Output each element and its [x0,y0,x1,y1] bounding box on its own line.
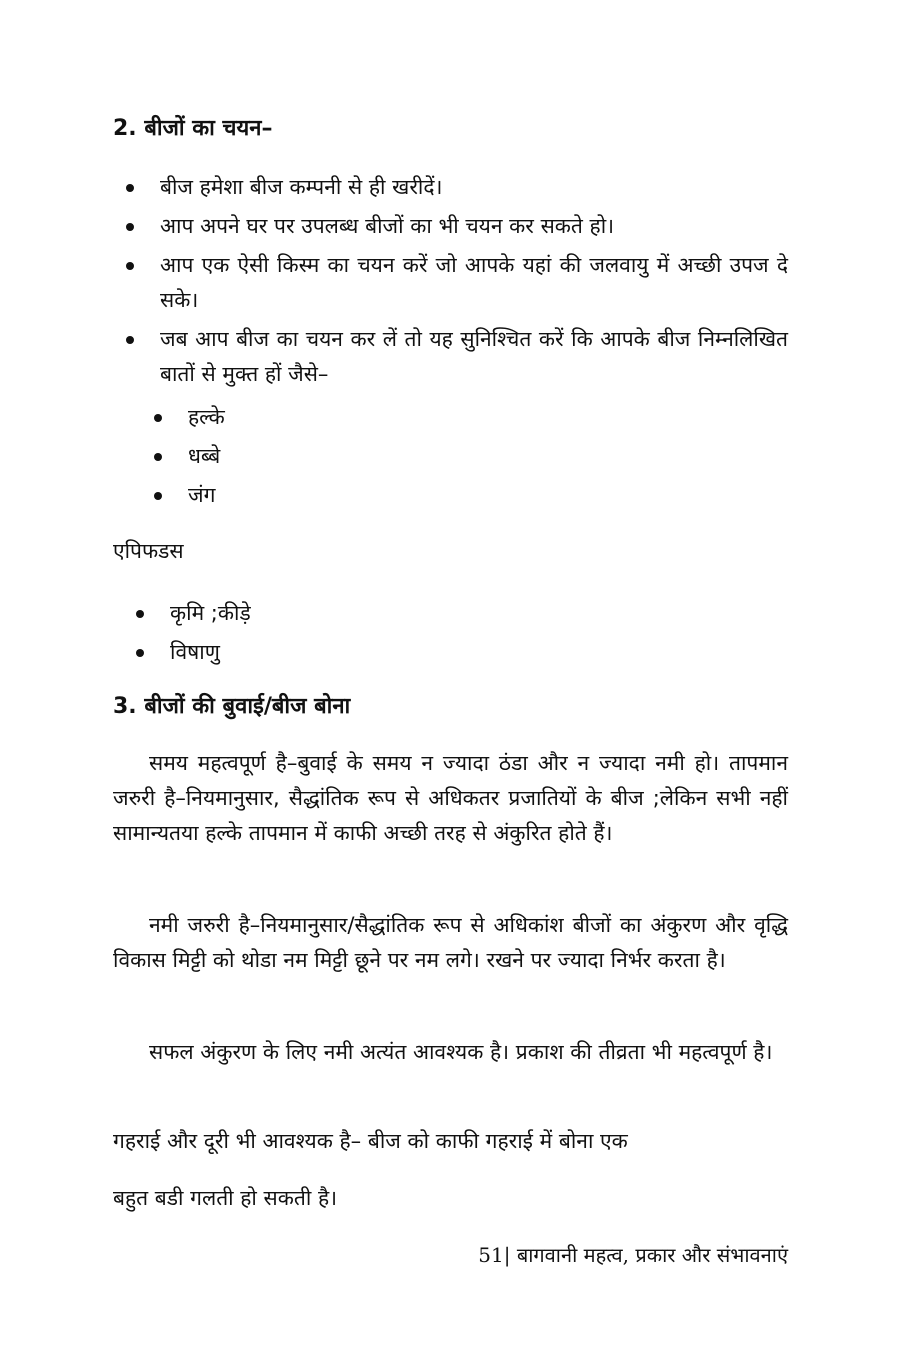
list-item: जब आप बीज का चयन कर लें तो यह सुनिश्चित करें कि आपके बीज निम्नलिखित बातों से मुक्त हों जैसे– [160,322,788,392]
page-number: 51 [478,1243,504,1267]
list-item: आप एक ऐसी किस्म का चयन करें जो आपके यहां की जलवायु में अच्छी उपज दे सके। [160,248,788,318]
depth-line: गहराई और दूरी भी आवश्यक है– बीज को काफी गहराई में बोना एक [113,1129,628,1153]
footer-separator: | [503,1243,511,1267]
sub-list-item: जंग [188,478,225,513]
book-title: बागवानी महत्व, प्रकार और संभावनाएं [516,1243,788,1267]
paragraph-timing: समय महत्वपूर्ण है–बुवाई के समय न ज्यादा ठंडा और न ज्यादा नमी हो। तापमान जरुरी है–नियमानुसार, सैद्धांतिक रूप से अधिकतर प्रजातियों के बीज ;लेकिन सभी नहीं सामान्यतया हल्के तापमान में काफी अच्छी तरह से अंकुरित होते हैं। [113,751,788,845]
depth-line-continued: बहुत बडी गलती हो सकती है। [113,1186,338,1210]
paragraph-moisture: नमी जरुरी है–नियमानुसार/सैद्धांतिक रूप से अधिकांश बीजों का अंकुरण और वृद्धि विकास मिट्टी को थोडा नम मिट्टी छूने पर नम लगे। रखने पर ज्यादा निर्भर करता है। [113,913,788,972]
aphids-list [170,596,251,674]
list-item: विषाणु [170,635,251,670]
section-2-heading: 2. बीजों का चयन– [113,116,273,141]
sub-list-item: धब्बे [188,439,225,474]
aphids-label: एपिफडस [113,539,184,563]
sub-list-item: हल्के [188,400,225,435]
page-footer [478,1240,788,1270]
list-item: आप अपने घर पर उपलब्ध बीजों का भी चयन कर सकते हो। [160,209,788,244]
list-item: कृमि ;कीड़े [170,596,251,631]
defects-sub-list [188,400,225,517]
section-3-heading: 3. बीजों की बुवाई/बीज बोना [113,694,351,719]
paragraph-germination: सफल अंकुरण के लिए नमी अत्यंत आवश्यक है। प्रकाश की तीव्रता भी महत्वपूर्ण है। [149,1040,773,1064]
list-item: बीज हमेशा बीज कम्पनी से ही खरीदें। [160,170,788,205]
seed-selection-list [160,170,788,396]
